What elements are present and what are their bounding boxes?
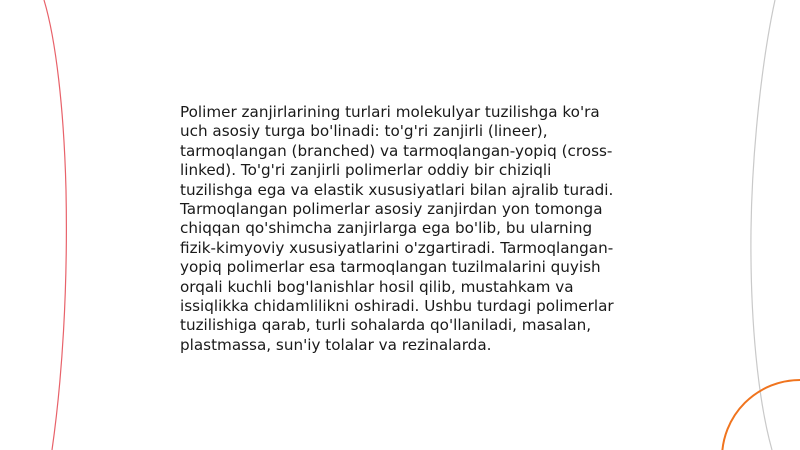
left-arc-decoration [44, 0, 66, 450]
body-paragraph: Polimer zanjirlarining turlari molekulyar tuzilishga ko'ra uch asosiy turga bo'linadi: to'g'ri zanjirli (lineer), tarmoqlangan (branched) va tarmoqlangan-yopiq (cross-linked). To'g'ri zanjirli polimerlar oddiy bir chiziqli tuzilishga ega va elastik xususiyatlari bilan ajralib turadi. Tarmoqlangan polimerlar asosiy zanjirdan yon tomonga chiqqan qo'shimcha zanjirlarga ega bo'lib, bu ularning fizik-kimyoviy xususiyatlarini o'zgartiradi. Tarmoqlangan-yopiq polimerlar esa tarmoqlangan tuzilmalarini quyish orqali kuchli bog'lanishlar hosil qilib, mustahkam va issiqlikka chidamlilikni oshiradi. Ushbu turdagi polimerlar tuzilishiga qarab, turli sohalarda qo'llaniladi, masalan, plastmassa, sun'iy tolalar va rezinalarda. [180, 103, 614, 354]
right-arc-decoration [751, 0, 775, 450]
orange-circle-decoration [722, 380, 800, 450]
